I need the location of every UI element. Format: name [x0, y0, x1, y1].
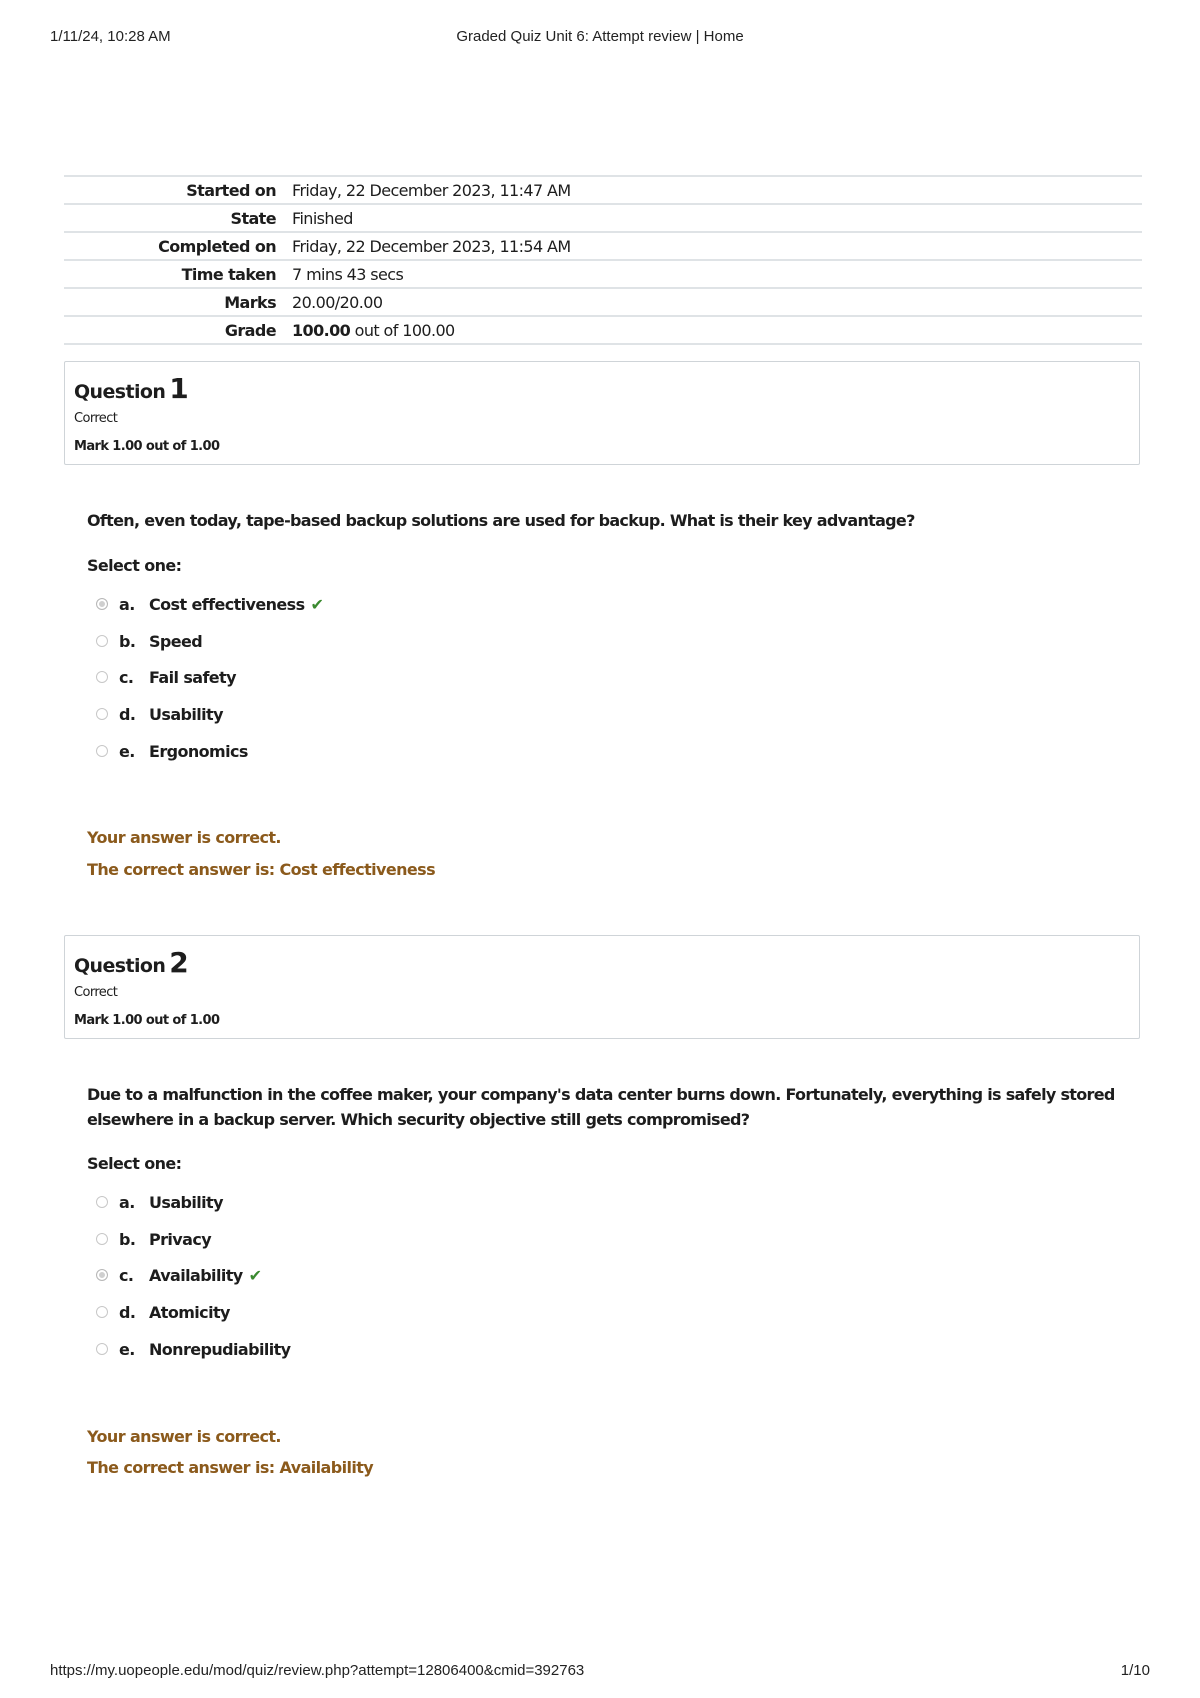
- radio-button[interactable]: [96, 1306, 108, 1318]
- question-number: [74, 946, 188, 979]
- option-text: Ergonomics: [149, 741, 248, 761]
- summary-row-started: [64, 176, 1142, 204]
- attempt-summary-table: [64, 175, 1142, 345]
- option-letter: a.: [119, 594, 135, 614]
- option-text: Usability: [149, 1192, 223, 1212]
- summary-row-marks: [64, 288, 1142, 316]
- question-2-option-c[interactable]: [96, 1263, 261, 1287]
- question-1-info: [64, 361, 1140, 465]
- summary-label: Marks: [64, 288, 284, 316]
- question-2-right-answer: The correct answer is: Availability: [87, 1458, 374, 1477]
- question-2-info: [64, 935, 1140, 1039]
- summary-value: Friday, 22 December 2023, 11:47 AM: [284, 176, 1142, 204]
- option-text: Nonrepudiability: [149, 1339, 291, 1359]
- summary-label: Time taken: [64, 260, 284, 288]
- question-2-option-d[interactable]: [96, 1300, 230, 1324]
- option-letter: c.: [119, 667, 134, 687]
- summary-row-grade: [64, 316, 1142, 344]
- print-header: [50, 28, 1150, 48]
- print-page-number: 1/10: [1120, 1662, 1150, 1679]
- question-state: Correct: [74, 985, 118, 1000]
- question-2-text: Due to a malfunction in the coffee maker, your company's data center burns down. Fortunately, everything is safely stored elsewhere in a backup server. Which security objective still gets compromised?: [87, 1085, 1115, 1129]
- summary-label: State: [64, 204, 284, 232]
- summary-value: 7 mins 43 secs: [284, 260, 1142, 288]
- option-letter: d.: [119, 704, 136, 724]
- radio-button[interactable]: [96, 708, 108, 720]
- radio-button[interactable]: [96, 635, 108, 647]
- option-text: Cost effectiveness: [149, 594, 305, 614]
- print-page-title: Graded Quiz Unit 6: Attempt review | Home: [456, 28, 744, 45]
- option-text: Availability: [149, 1265, 243, 1285]
- radio-button[interactable]: [96, 745, 108, 757]
- summary-value: 20.00/20.00: [284, 288, 1142, 316]
- question-1-text: Often, even today, tape-based backup solutions are used for backup. What is their key advantage?: [87, 511, 915, 530]
- question-grade: Mark 1.00 out of 1.00: [74, 1013, 220, 1028]
- radio-button[interactable]: [96, 671, 108, 683]
- option-text: Fail safety: [149, 667, 236, 687]
- question-number-value: 2: [169, 946, 189, 979]
- option-letter: b.: [119, 1229, 136, 1249]
- question-1-prompt: Select one:: [87, 556, 182, 575]
- question-number: [74, 372, 188, 405]
- radio-button[interactable]: [96, 1196, 108, 1208]
- print-footer: [50, 1662, 1150, 1682]
- question-grade: Mark 1.00 out of 1.00: [74, 439, 220, 454]
- question-1-option-b[interactable]: [96, 629, 202, 653]
- summary-row-state: [64, 204, 1142, 232]
- question-1-option-c[interactable]: [96, 665, 236, 689]
- option-text: Atomicity: [149, 1302, 230, 1322]
- option-letter: d.: [119, 1302, 136, 1322]
- radio-button[interactable]: [96, 1233, 108, 1245]
- question-state: Correct: [74, 411, 118, 426]
- radio-button-selected[interactable]: [96, 598, 108, 610]
- option-letter: c.: [119, 1265, 134, 1285]
- check-mark-icon: ✔: [310, 594, 324, 614]
- radio-button[interactable]: [96, 1343, 108, 1355]
- question-1-option-e[interactable]: [96, 739, 248, 763]
- option-letter: a.: [119, 1192, 135, 1212]
- option-letter: b.: [119, 631, 136, 651]
- question-1-option-a[interactable]: [96, 592, 323, 616]
- question-2-prompt: Select one:: [87, 1154, 182, 1173]
- summary-label: Completed on: [64, 232, 284, 260]
- question-number-value: 1: [169, 372, 189, 405]
- grade-score: 100.00: [292, 320, 351, 340]
- summary-row-completed: [64, 232, 1142, 260]
- summary-label: Grade: [64, 316, 284, 344]
- option-letter: e.: [119, 1339, 135, 1359]
- question-2-option-e[interactable]: [96, 1337, 290, 1361]
- check-mark-icon: ✔: [248, 1265, 262, 1285]
- question-2-option-b[interactable]: [96, 1227, 211, 1251]
- grade-out-of: out of 100.00: [350, 320, 455, 340]
- summary-value: [284, 316, 1142, 344]
- question-2-option-a[interactable]: [96, 1190, 223, 1214]
- summary-label: Started on: [64, 176, 284, 204]
- question-2-feedback: Your answer is correct.: [87, 1427, 281, 1446]
- option-letter: e.: [119, 741, 135, 761]
- option-text: Usability: [149, 704, 223, 724]
- question-1-option-d[interactable]: [96, 702, 223, 726]
- summary-value: Finished: [284, 204, 1142, 232]
- summary-value: Friday, 22 December 2023, 11:54 AM: [284, 232, 1142, 260]
- question-1-right-answer: The correct answer is: Cost effectiveness: [87, 860, 436, 879]
- summary-row-time-taken: [64, 260, 1142, 288]
- option-text: Privacy: [149, 1229, 212, 1249]
- question-1-feedback: Your answer is correct.: [87, 828, 281, 847]
- question-label: Question: [74, 381, 166, 403]
- question-label: Question: [74, 955, 166, 977]
- print-url: https://my.uopeople.edu/mod/quiz/review.php?attempt=12806400&cmid=392763: [50, 1662, 585, 1679]
- print-datetime: 1/11/24, 10:28 AM: [50, 28, 171, 45]
- option-text: Speed: [149, 631, 203, 651]
- radio-button-selected[interactable]: [96, 1269, 108, 1281]
